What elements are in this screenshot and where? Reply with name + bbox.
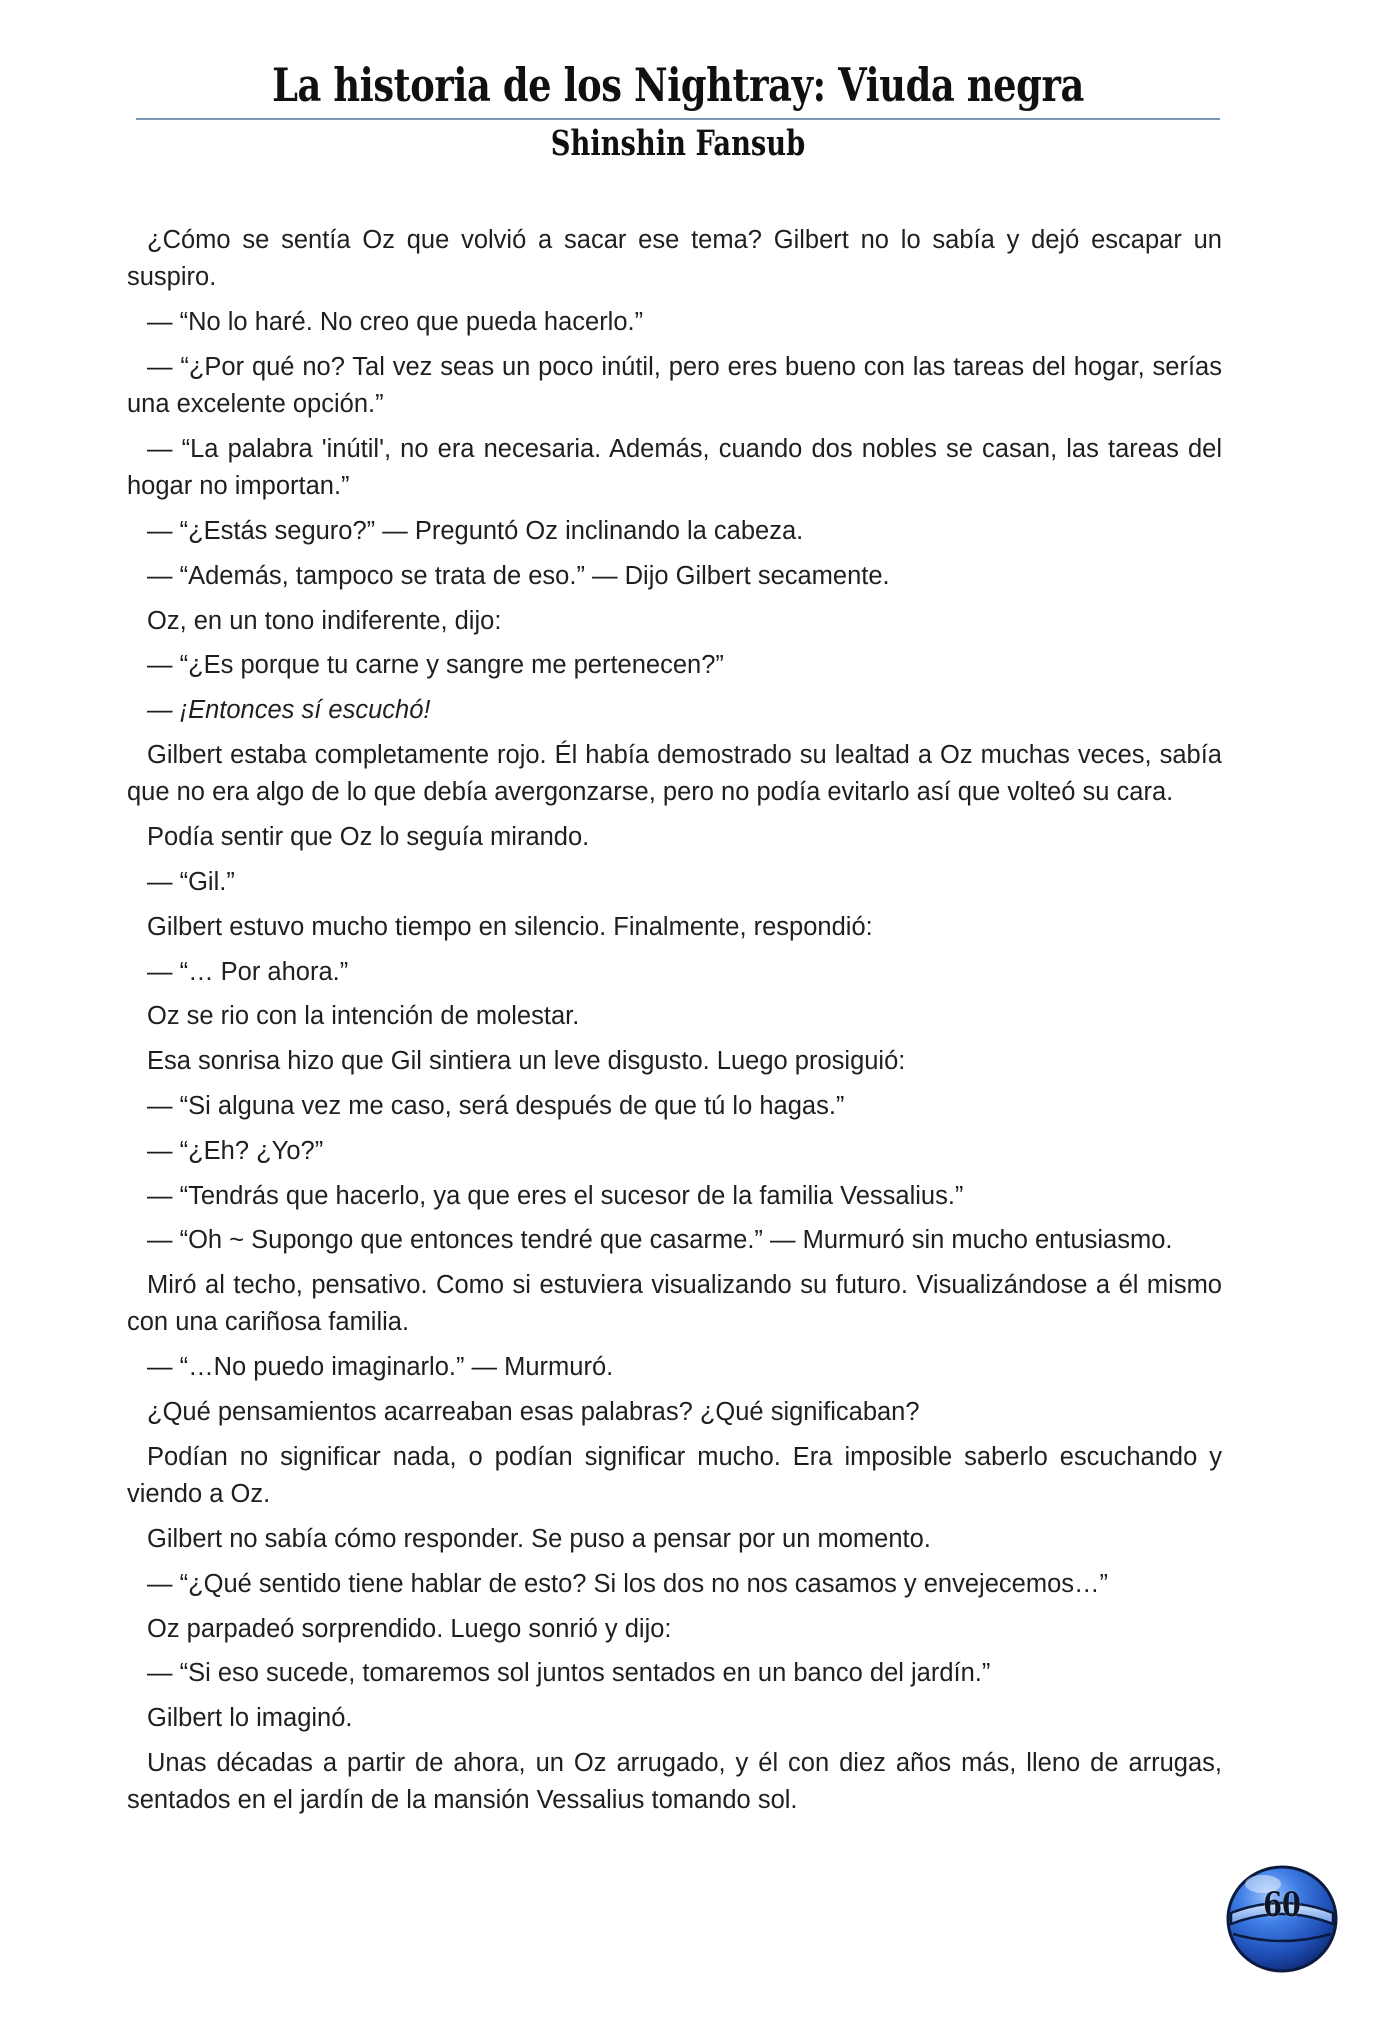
paragraph: Oz, en un tono indiferente, dijo: bbox=[147, 606, 502, 635]
paragraph: Gilbert estaba completamente rojo. Él había demostrado su lealtad a Oz muchas veces, sabía que no era algo de lo que debía avergonzarse, pero no podía evitarlo así que volteó su cara. bbox=[127, 741, 1222, 807]
paragraph: — “Gil.” bbox=[147, 867, 235, 896]
paragraph: — “¿Eh? ¿Yo?” bbox=[147, 1136, 324, 1165]
paragraph: Oz parpadeó sorprendido. Luego sonrió y dijo: bbox=[147, 1614, 672, 1643]
body-text bbox=[127, 222, 1222, 1827]
page-number: 60 bbox=[1263, 1885, 1301, 1925]
paragraph: — ¡Entonces sí escuchó! bbox=[147, 696, 431, 725]
paragraph: — “Si alguna vez me caso, será después de que tú lo hagas.” bbox=[147, 1091, 845, 1120]
paragraph: Oz se rio con la intención de molestar. bbox=[147, 1002, 580, 1031]
paragraph: Podían no significar nada, o podían significar mucho. Era imposible saberlo escuchando y viendo a Oz. bbox=[127, 1442, 1222, 1509]
paragraph: — “Si eso sucede, tomaremos sol juntos sentados en un banco del jardín.” bbox=[147, 1659, 991, 1688]
paragraph: — “Oh ~ Supongo que entonces tendré que casarme.” — Murmuró sin mucho entusiasmo. bbox=[147, 1226, 1173, 1255]
paragraph: — “…No puedo imaginarlo.” — Murmuró. bbox=[147, 1353, 614, 1382]
paragraph: ¿Cómo se sentía Oz que volvió a sacar ese tema? Gilbert no lo sabía y dejó escapar un suspiro. bbox=[127, 226, 1222, 292]
paragraph: — “¿Es porque tu carne y sangre me pertenecen?” bbox=[147, 651, 724, 680]
page-title: La historia de los Nightray: Viuda negra bbox=[272, 58, 1084, 112]
paragraph: — “Tendrás que hacerlo, ya que eres el sucesor de la familia Vessalius.” bbox=[147, 1181, 964, 1210]
paragraph: — “¿Qué sentido tiene hablar de esto? Si los dos no nos casamos y envejecemos…” bbox=[147, 1569, 1108, 1598]
paragraph: Esa sonrisa hizo que Gil sintiera un leve disgusto. Luego prosiguió: bbox=[147, 1047, 906, 1076]
paragraph: Gilbert lo imaginó. bbox=[147, 1704, 353, 1733]
page-number-badge bbox=[1223, 1858, 1341, 1976]
title-divider bbox=[136, 118, 1220, 120]
paragraph: — “Además, tampoco se trata de eso.” — Dijo Gilbert secamente. bbox=[147, 561, 890, 590]
paragraph: — “La palabra 'inútil', no era necesaria. Además, cuando dos nobles se casan, las tareas del hogar no importan.” bbox=[127, 434, 1222, 501]
paragraph: Podía sentir que Oz lo seguía mirando. bbox=[147, 823, 590, 852]
paragraph: — “¿Por qué no? Tal vez seas un poco inútil, pero eres bueno con las tareas del hogar, serías una excelente opción.” bbox=[127, 352, 1222, 419]
paragraph: Gilbert no sabía cómo responder. Se puso a pensar por un momento. bbox=[147, 1524, 931, 1553]
paragraph: Unas décadas a partir de ahora, un Oz arrugado, y él con diez años más, lleno de arrugas, sentados en el jardín de la mansión Vessalius tomando sol. bbox=[127, 1748, 1222, 1815]
paragraph: Gilbert estuvo mucho tiempo en silencio. Finalmente, respondió: bbox=[147, 912, 873, 941]
paragraph: — “No lo haré. No creo que pueda hacerlo.” bbox=[147, 308, 644, 337]
page-subtitle: Shinshin Fansub bbox=[550, 123, 806, 164]
paragraph: — “¿Estás seguro?” — Preguntó Oz inclinando la cabeza. bbox=[147, 517, 804, 546]
paragraph: — “… Por ahora.” bbox=[147, 957, 349, 986]
page-header bbox=[136, 58, 1220, 164]
paragraph: ¿Qué pensamientos acarreaban esas palabras? ¿Qué significaban? bbox=[147, 1398, 920, 1427]
paragraph: Miró al techo, pensativo. Como si estuviera visualizando su futuro. Visualizándose a él mismo con una cariñosa familia. bbox=[127, 1271, 1222, 1337]
